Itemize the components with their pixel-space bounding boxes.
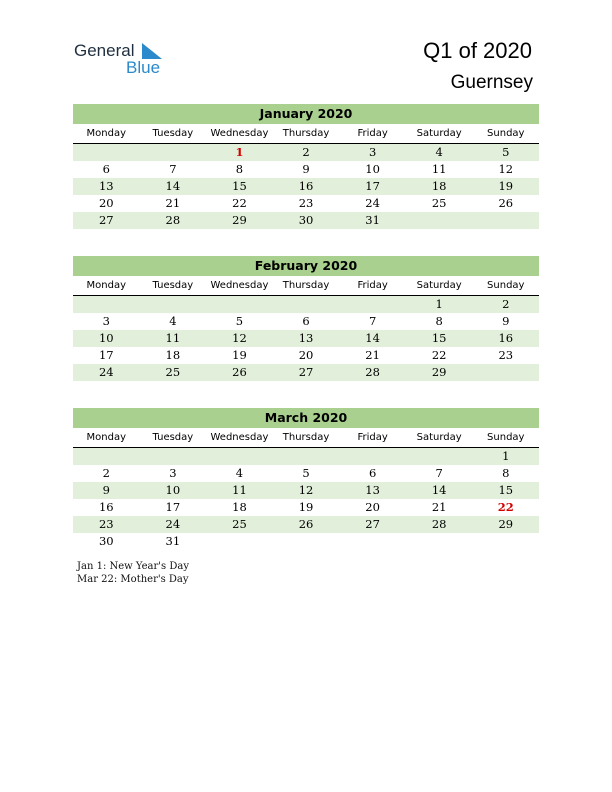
date-cell: 18 — [232, 500, 247, 514]
date-cell: 3 — [102, 314, 110, 328]
date-cell: 3 — [368, 145, 377, 159]
date-cell: 10 — [98, 331, 114, 345]
page-title: Q1 of 2020 — [423, 38, 532, 63]
weekday-label: Thursday — [282, 128, 330, 139]
date-cell: 13 — [365, 483, 380, 497]
date-cell: 1 — [435, 297, 443, 311]
weekday-label: Friday — [357, 432, 388, 443]
date-cell: 8 — [502, 466, 510, 480]
date-cell: 10 — [365, 162, 380, 176]
weekday-label: Sunday — [487, 128, 525, 139]
date-cell: 21 — [431, 500, 447, 514]
date-cell: 23 — [98, 517, 114, 531]
date-cell: 7 — [368, 314, 377, 328]
date-cell: 2 — [502, 297, 510, 311]
date-cell: 19 — [298, 500, 314, 514]
weekday-label: Wednesday — [210, 128, 269, 139]
weekday-label: Monday — [86, 128, 127, 139]
date-cell: 4 — [169, 314, 177, 328]
holiday-note: Mar 22: Mother's Day — [77, 574, 189, 585]
date-cell: 14 — [431, 483, 447, 497]
month-title: February 2020 — [73, 256, 539, 276]
month-title: March 2020 — [73, 408, 539, 428]
date-cell: 9 — [302, 162, 310, 176]
month-title: January 2020 — [73, 104, 539, 124]
date-cell: 31 — [165, 534, 181, 548]
date-cell — [73, 144, 140, 161]
date-cell: 12 — [498, 162, 514, 176]
date-cell: 5 — [302, 466, 310, 480]
date-cell: 14 — [165, 179, 181, 193]
date-cell: 23 — [498, 348, 514, 362]
week-row — [73, 313, 539, 330]
weekday-label: Thursday — [282, 432, 330, 443]
date-cell: 29 — [232, 213, 247, 227]
date-cell: 26 — [498, 196, 514, 210]
weekday-label: Friday — [357, 280, 388, 291]
weekday-label: Tuesday — [152, 280, 194, 291]
week-row — [73, 212, 539, 229]
date-cell: 8 — [435, 314, 443, 328]
date-cell: 20 — [98, 196, 114, 210]
date-cell: 26 — [232, 365, 247, 379]
date-cell: 4 — [235, 466, 244, 480]
weekday-label: Saturday — [416, 128, 462, 139]
week-row — [73, 161, 539, 178]
weekday-label: Sunday — [487, 280, 525, 291]
date-cell — [472, 364, 539, 381]
weekday-label: Wednesday — [210, 280, 269, 291]
date-cell — [406, 533, 473, 550]
date-cell: 25 — [165, 365, 181, 379]
date-cell: 7 — [435, 466, 443, 480]
date-cell: 21 — [365, 348, 380, 362]
date-cell: 25 — [431, 196, 447, 210]
weekday-label: Friday — [357, 128, 388, 139]
date-cell: 11 — [431, 162, 447, 176]
week-row — [73, 516, 539, 533]
holiday-date-cell: 1 — [235, 145, 244, 159]
date-cell: 29 — [431, 365, 447, 379]
month-calendar-february — [73, 256, 539, 381]
week-row — [73, 347, 539, 364]
date-cell: 23 — [298, 196, 314, 210]
date-cell: 30 — [98, 534, 114, 548]
weekday-label: Saturday — [416, 432, 462, 443]
week-row — [73, 465, 539, 482]
week-row — [73, 195, 539, 212]
date-cell: 16 — [98, 500, 114, 514]
date-cell: 1 — [502, 449, 510, 463]
date-cell — [140, 448, 207, 465]
weekday-label: Tuesday — [152, 432, 194, 443]
date-cell: 15 — [498, 483, 514, 497]
date-cell: 24 — [98, 365, 114, 379]
date-cell: 20 — [298, 348, 314, 362]
weekday-label: Wednesday — [210, 432, 269, 443]
date-cell: 6 — [302, 314, 310, 328]
date-cell — [406, 448, 473, 465]
date-cell — [339, 533, 406, 550]
date-cell: 20 — [365, 500, 380, 514]
date-cell: 12 — [232, 331, 247, 345]
date-cell: 19 — [498, 179, 514, 193]
weekday-label: Sunday — [487, 432, 525, 443]
date-cell: 5 — [502, 145, 510, 159]
date-cell — [273, 296, 340, 313]
weekday-label: Thursday — [282, 280, 330, 291]
date-cell: 2 — [102, 466, 110, 480]
weekday-header-row — [73, 428, 539, 448]
date-cell: 27 — [298, 365, 314, 379]
date-cell: 8 — [235, 162, 244, 176]
date-cell: 5 — [235, 314, 244, 328]
week-row — [73, 144, 539, 161]
week-row — [73, 330, 539, 347]
date-cell: 13 — [98, 179, 114, 193]
weekday-header-row — [73, 276, 539, 296]
weekday-label: Monday — [86, 432, 127, 443]
weekday-label: Saturday — [416, 280, 462, 291]
date-cell: 21 — [165, 196, 181, 210]
date-cell — [206, 448, 273, 465]
date-cell — [73, 448, 140, 465]
date-cell — [273, 448, 340, 465]
date-cell — [206, 533, 273, 550]
week-row — [73, 178, 539, 195]
date-cell — [339, 296, 406, 313]
holiday-note: Jan 1: New Year's Day — [77, 561, 189, 572]
date-cell — [140, 296, 207, 313]
holiday-notes — [77, 560, 189, 586]
date-cell: 29 — [498, 517, 514, 531]
date-cell — [273, 533, 340, 550]
date-cell — [339, 448, 406, 465]
date-cell: 18 — [431, 179, 447, 193]
date-cell: 11 — [165, 331, 181, 345]
weekday-label: Tuesday — [152, 128, 194, 139]
date-cell: 28 — [165, 213, 181, 227]
holiday-date-cell: 22 — [497, 500, 514, 514]
week-row — [73, 448, 539, 465]
week-row — [73, 499, 539, 516]
date-cell: 19 — [232, 348, 247, 362]
date-cell: 9 — [102, 483, 110, 497]
date-cell: 14 — [365, 331, 380, 345]
date-cell: 30 — [298, 213, 314, 227]
logo-text-blue: Blue — [126, 58, 161, 77]
date-cell: 15 — [431, 331, 447, 345]
date-cell — [472, 212, 539, 229]
date-cell: 15 — [232, 179, 247, 193]
weekday-header-row — [73, 124, 539, 144]
date-cell — [472, 533, 539, 550]
date-cell: 17 — [365, 179, 380, 193]
date-cell: 25 — [232, 517, 247, 531]
date-cell — [73, 296, 140, 313]
date-cell: 2 — [302, 145, 310, 159]
month-calendar-march — [73, 408, 539, 550]
date-cell: 24 — [165, 517, 181, 531]
week-row — [73, 364, 539, 381]
date-cell: 7 — [169, 162, 177, 176]
date-cell: 17 — [165, 500, 181, 514]
week-row — [73, 533, 539, 550]
date-cell: 22 — [431, 348, 447, 362]
date-cell: 12 — [298, 483, 314, 497]
date-cell — [140, 144, 207, 161]
date-cell: 22 — [232, 196, 247, 210]
date-cell: 31 — [365, 213, 380, 227]
date-cell: 28 — [365, 365, 380, 379]
date-cell: 16 — [498, 331, 514, 345]
country-name: Guernsey — [450, 72, 533, 93]
date-cell: 6 — [102, 162, 110, 176]
date-cell: 11 — [232, 483, 247, 497]
date-cell: 17 — [98, 348, 114, 362]
date-cell — [406, 212, 473, 229]
date-cell: 27 — [98, 213, 114, 227]
date-cell: 13 — [298, 331, 314, 345]
date-cell: 28 — [431, 517, 447, 531]
date-cell: 26 — [298, 517, 314, 531]
date-cell: 16 — [298, 179, 314, 193]
date-cell — [206, 296, 273, 313]
date-cell: 27 — [365, 517, 380, 531]
date-cell: 6 — [368, 466, 377, 480]
weekday-label: Monday — [86, 280, 127, 291]
week-row — [73, 482, 539, 499]
date-cell: 9 — [502, 314, 510, 328]
date-cell: 10 — [165, 483, 181, 497]
date-cell: 18 — [165, 348, 181, 362]
date-cell: 3 — [169, 466, 177, 480]
general-blue-logo — [74, 41, 174, 77]
date-cell: 24 — [365, 196, 380, 210]
logo-text-general: General — [74, 41, 135, 60]
week-row — [73, 296, 539, 313]
date-cell: 4 — [435, 145, 443, 159]
month-calendar-january — [73, 104, 539, 229]
